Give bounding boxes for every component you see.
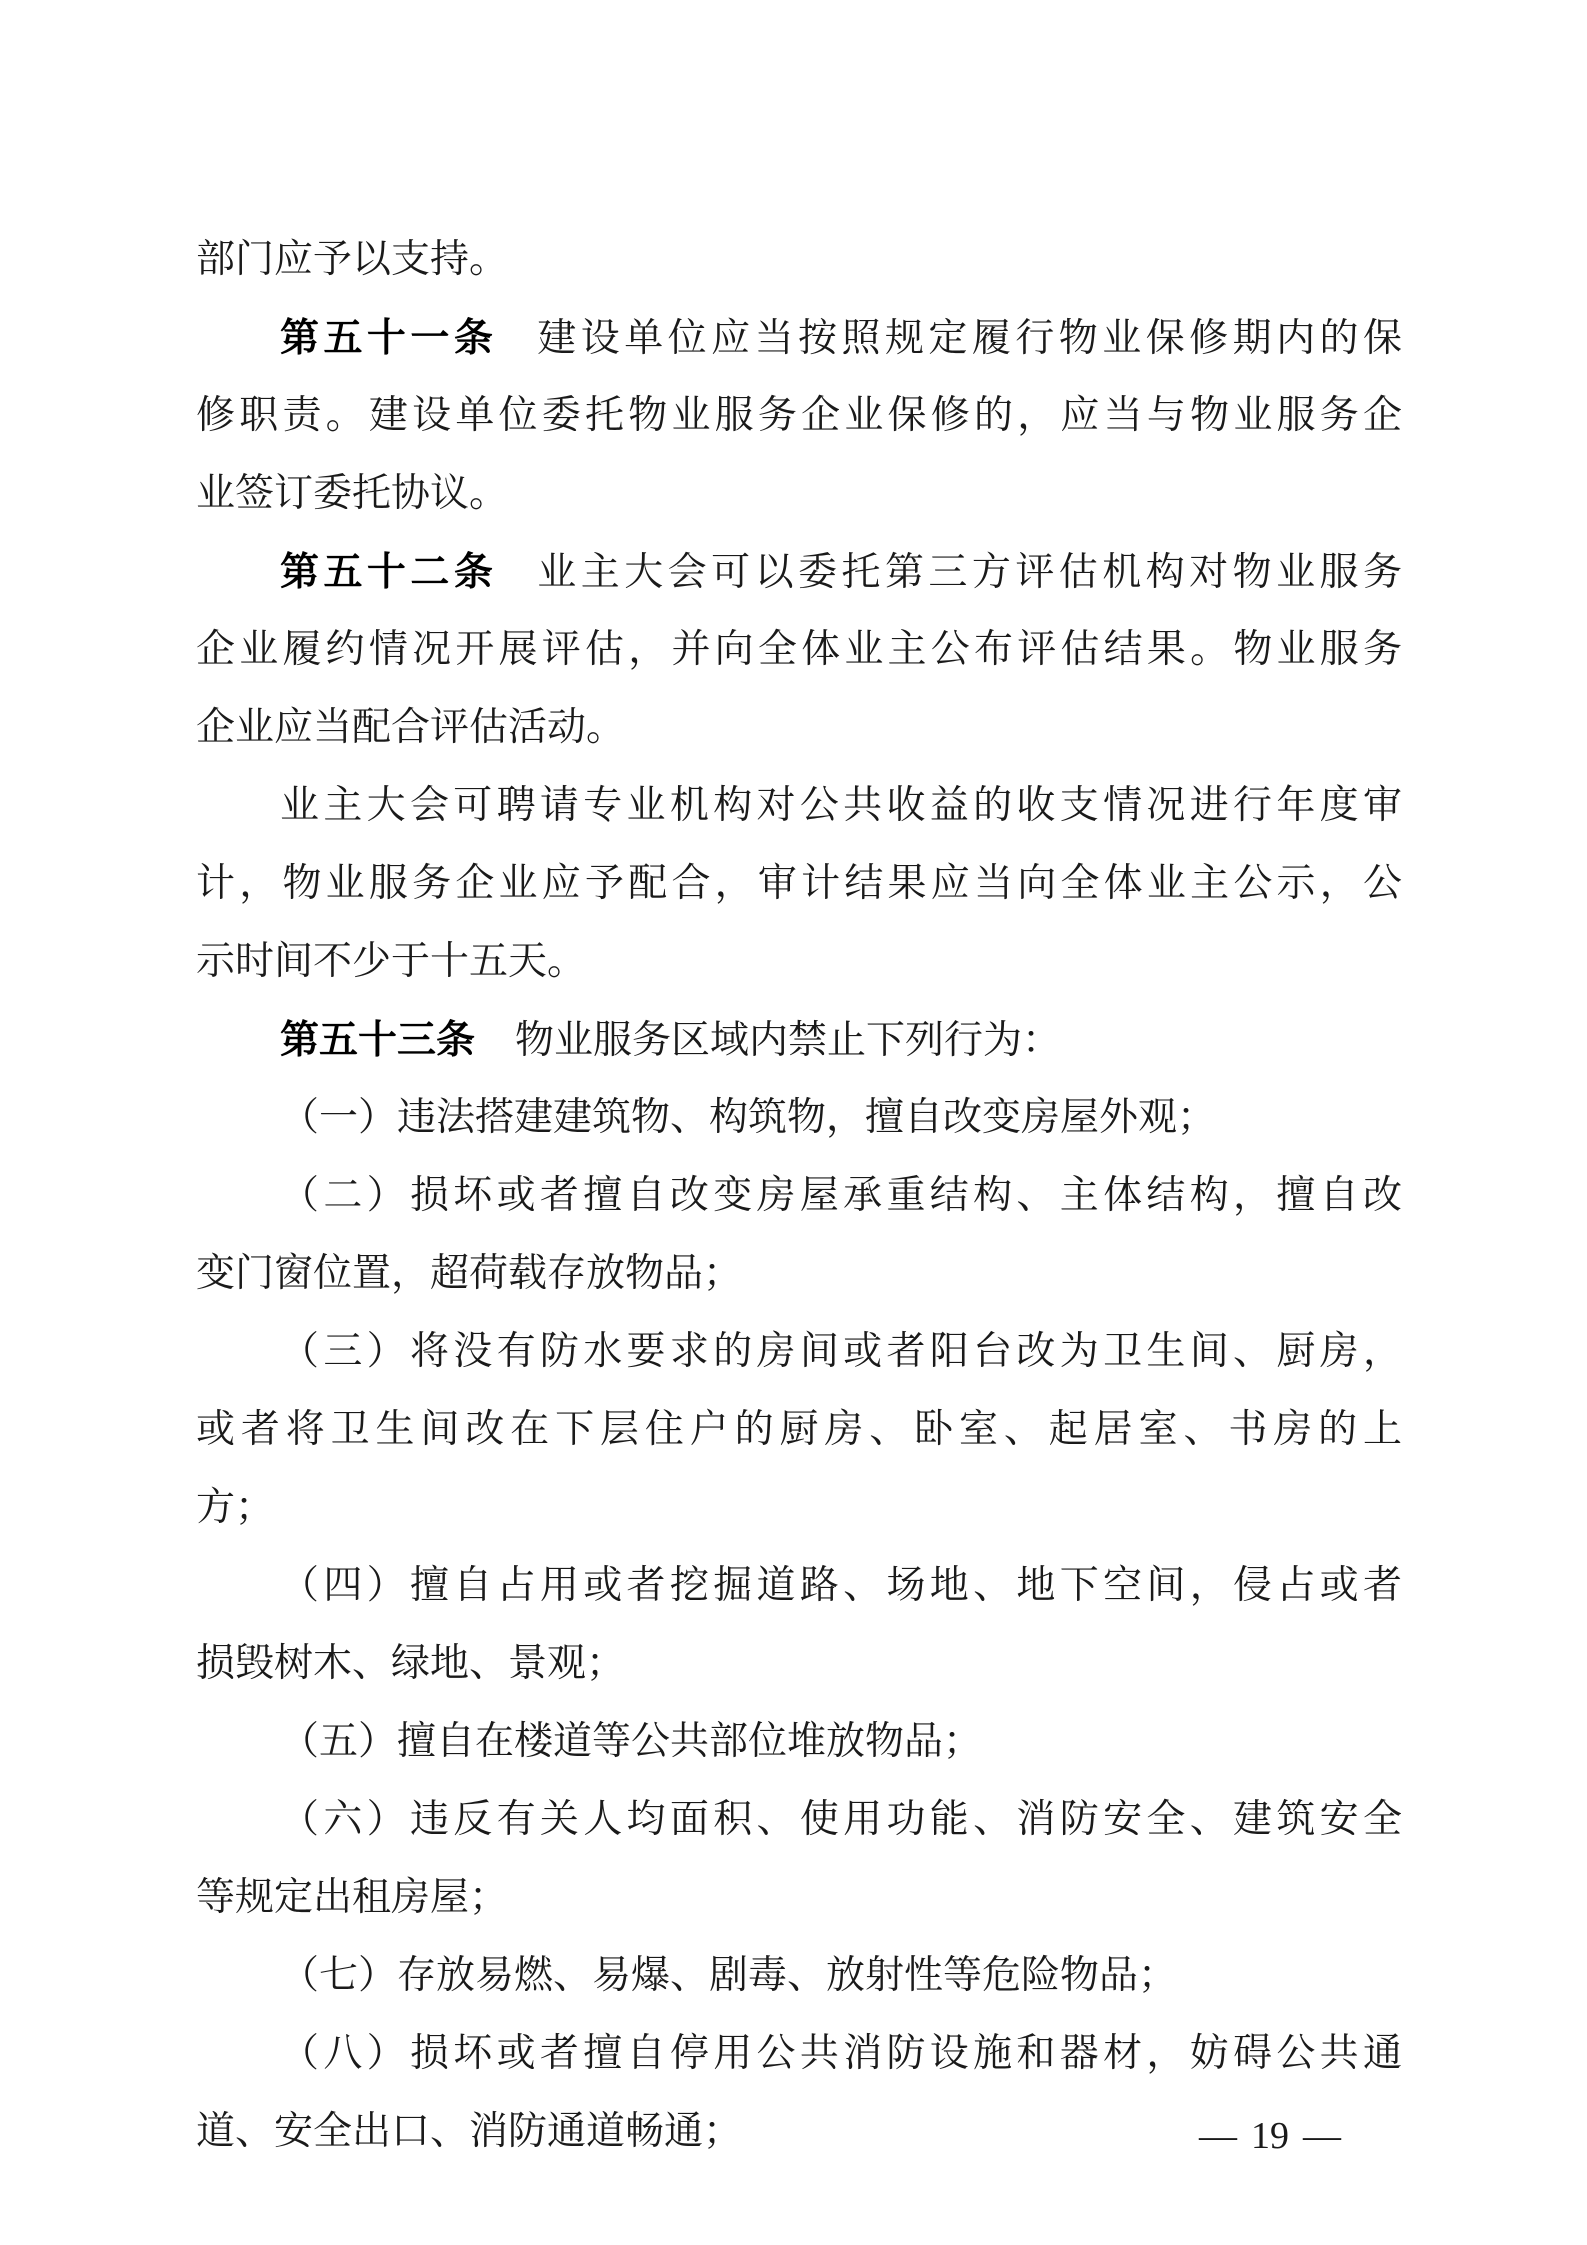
list-item-2: （二）损坏或者擅自改变房屋承重结构、主体结构，擅自改 <box>280 1173 1402 1218</box>
list-item-6-cont: 等规定出租房屋； <box>196 1875 509 1920</box>
list-item-4-cont: 损毁树木、绿地、景观； <box>196 1641 626 1686</box>
article-51-first-line <box>280 310 1402 366</box>
text-line-4: 业签订委托协议。 <box>196 471 509 516</box>
dash-right: — <box>1303 2115 1341 2157</box>
text-line-1: 部门应予以支持。 <box>196 237 509 282</box>
article-text: 业主大会可以委托第三方评估机构对物业服务 <box>537 550 1402 595</box>
article-text: 建设单位应当按照规定履行物业保修期内的保 <box>537 316 1402 361</box>
text-line-6: 企业履约情况开展评估，并向全体业主公布评估结果。物业服务 <box>196 627 1402 672</box>
list-item-2-cont: 变门窗位置，超荷载存放物品； <box>196 1251 743 1296</box>
text-line-10: 示时间不少于十五天。 <box>196 939 587 984</box>
text-line-7: 企业应当配合评估活动。 <box>196 705 626 750</box>
page-number-footer <box>1185 2112 1355 2160</box>
article-text: 物业服务区域内禁止下列行为： <box>515 1018 1062 1063</box>
dash-left: — <box>1199 2115 1237 2157</box>
list-item-1: （一）违法搭建建筑物、构筑物，擅自改变房屋外观； <box>280 1095 1217 1140</box>
article-heading: 第五十一条 <box>280 315 498 361</box>
list-item-3: （三）将没有防水要求的房间或者阳台改为卫生间、厨房， <box>280 1329 1402 1374</box>
article-heading: 第五十二条 <box>280 549 498 595</box>
list-item-4: （四）擅自占用或者挖掘道路、场地、地下空间，侵占或者 <box>280 1563 1402 1608</box>
article-52-first-line <box>280 544 1402 600</box>
text-line-8: 业主大会可聘请专业机构对公共收益的收支情况进行年度审 <box>280 783 1402 828</box>
list-item-7: （七）存放易燃、易爆、剧毒、放射性等危险物品； <box>280 1953 1178 1998</box>
list-item-3-cont: 或者将卫生间改在下层住户的厨房、卧室、起居室、书房的上 <box>196 1407 1402 1452</box>
list-item-5: （五）擅自在楼道等公共部位堆放物品； <box>280 1719 983 1764</box>
text-line-3: 修职责。建设单位委托物业服务企业保修的，应当与物业服务企 <box>196 393 1402 438</box>
text-line-9: 计，物业服务企业应予配合，审计结果应当向全体业主公示，公 <box>196 861 1402 906</box>
list-item-3-end: 方； <box>196 1485 275 1530</box>
list-item-8-cont: 道、安全出口、消防通道畅通； <box>196 2109 743 2154</box>
page-number: 19 <box>1251 2115 1289 2157</box>
article-heading: 第五十三条 <box>280 1017 476 1063</box>
article-53-first-line <box>280 1012 1402 1068</box>
list-item-6: （六）违反有关人均面积、使用功能、消防安全、建筑安全 <box>280 1797 1402 1842</box>
list-item-8: （八）损坏或者擅自停用公共消防设施和器材，妨碍公共通 <box>280 2031 1402 2076</box>
